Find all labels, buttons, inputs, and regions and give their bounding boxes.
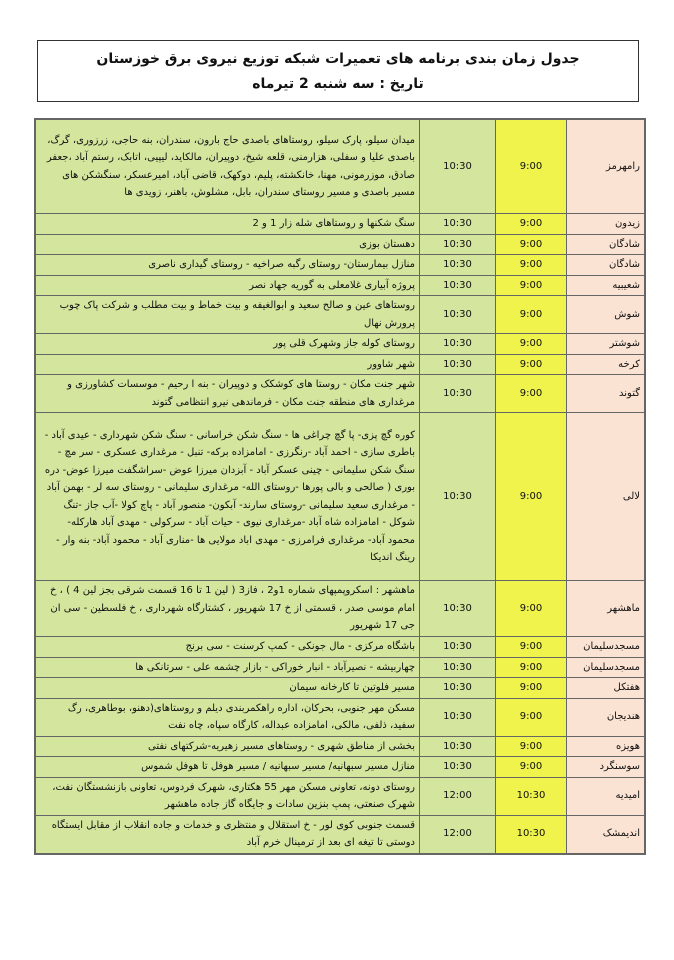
table-row [36, 255, 645, 276]
end-time-cell: 10:30 [420, 736, 496, 757]
start-time-cell: 9:00 [496, 214, 567, 235]
description-cell: منازل بیمارستان- روستای رگبه صراخیه - روستای گیداری ناصری [36, 255, 420, 276]
city-cell: سوسنگرد [567, 757, 645, 778]
end-time-cell: 10:30 [420, 678, 496, 699]
description-cell: منازل مسیر سبهانیه/ مسیر سبهانیه / مسیر هوفل تا هوفل شموس [36, 757, 420, 778]
start-time-cell: 9:00 [496, 637, 567, 658]
start-time-cell: 9:00 [496, 581, 567, 637]
city-cell: هندیجان [567, 698, 645, 736]
start-time-cell: 9:00 [496, 334, 567, 355]
table-row [36, 354, 645, 375]
city-cell: گتوند [567, 375, 645, 413]
city-cell: لالی [567, 413, 645, 581]
description-cell: پروژه آبیاری غلامعلی به گوریه جهاد نصر [36, 275, 420, 296]
description-cell: روستاهای عین و صالح سعید و ابوالغیفه و بیت خماط و بیت مطلب و شرکت پاک چوب پرورش نهال [36, 296, 420, 334]
description-cell: چهاربیشه - نصیرآباد - انبار خوراکی - بازار چشمه علی - سرتانکی ها [36, 657, 420, 678]
start-time-cell: 9:00 [496, 678, 567, 699]
start-time-cell: 9:00 [496, 375, 567, 413]
end-time-cell: 10:30 [420, 296, 496, 334]
end-time-cell: 10:30 [420, 214, 496, 235]
start-time-cell: 9:00 [496, 296, 567, 334]
table-row [36, 334, 645, 355]
city-cell: هفتکل [567, 678, 645, 699]
end-time-cell: 10:30 [420, 275, 496, 296]
table-row [36, 815, 645, 853]
end-time-cell: 10:30 [420, 234, 496, 255]
table-row [36, 736, 645, 757]
end-time-cell: 10:30 [420, 334, 496, 355]
end-time-cell: 10:30 [420, 354, 496, 375]
end-time-cell: 10:30 [420, 637, 496, 658]
city-cell: شادگان [567, 255, 645, 276]
description-cell: روستای کوله جاز وشهرک قلی پور [36, 334, 420, 355]
start-time-cell: 10:30 [496, 777, 567, 815]
description-cell: شهر شاوور [36, 354, 420, 375]
city-cell: رامهرمز [567, 120, 645, 214]
city-cell: زیدون [567, 214, 645, 235]
end-time-cell: 10:30 [420, 698, 496, 736]
table-row [36, 678, 645, 699]
table-row [36, 275, 645, 296]
start-time-cell: 9:00 [496, 736, 567, 757]
city-cell: شادگان [567, 234, 645, 255]
description-cell: روستای دونه، تعاونی مسکن مهر 55 هکتاری، شهرک فردوس، تعاونی بازنشستگان نفت، شهرک صنعتی، پمپ بنزین سادات و جایگاه گاز جاده ماهشهر [36, 777, 420, 815]
description-cell: مسیر فلوتین تا کارخانه سیمان [36, 678, 420, 699]
end-time-cell: 12:00 [420, 815, 496, 853]
city-cell: امیدیه [567, 777, 645, 815]
end-time-cell: 10:30 [420, 375, 496, 413]
city-cell: اندیمشک [567, 815, 645, 853]
end-time-cell: 10:30 [420, 657, 496, 678]
table-row [36, 777, 645, 815]
description-cell: قسمت جنوبی کوی لور - خ استقلال و منتظری و خدمات و جاده انقلاب از مقابل ایستگاه دوستی تا تیغه ای بعد از ترمینال خرم آباد [36, 815, 420, 853]
description-cell: سنگ شکنها و روستاهای شله زار 1 و 2 [36, 214, 420, 235]
end-time-cell: 10:30 [420, 255, 496, 276]
table-row [36, 637, 645, 658]
city-cell: مسجدسلیمان [567, 657, 645, 678]
start-time-cell: 9:00 [496, 354, 567, 375]
table-row [36, 296, 645, 334]
description-cell: مسکن مهر جنوبی، بحرکان، اداره راهکمربندی دیلم و روستاهای(دهنو، بوطاهری، رگ سفید، ذلفی، مالکی، امامزاده عبداله، کارگاه سپاه، چاه نفت [36, 698, 420, 736]
description-cell: میدان سیلو، پارک سیلو، روستاهای باصدی حاج بارون، سندران، بنه حاجی، زرزوری، گرگ، باصدی علیا و سفلی، هزارمنی، قلعه شیخ، دوپیران، مالکاید، لیپیی، اتابک، رستم آباد ،جعفر صادق، موزرمونی، مهنا، خانکشته، پلیم، دوکهک، قاضی آباد، امیرعسکر، سنگشکن های مسیر باصدی و مسیر روستای سندران، بابل، مشلوش، باهنر، زویدی ها [36, 120, 420, 214]
start-time-cell: 9:00 [496, 757, 567, 778]
table-row [36, 214, 645, 235]
city-cell: شوشتر [567, 334, 645, 355]
table-row [36, 757, 645, 778]
table-row [36, 657, 645, 678]
table-row [36, 375, 645, 413]
description-cell: بخشی از مناطق شهری - روستاهای مسیر زهیریه-شرکتهای نفتی [36, 736, 420, 757]
end-time-cell: 10:30 [420, 413, 496, 581]
description-cell: ماهشهر : اسکروپمپهای شماره 1و2 ، فاز3 ( لین 1 تا 16 قسمت شرقی بجز لین 4 ) ، خ امام موسی صدر ، قسمتی از خ 17 شهریور ، کشتارگاه شهرداری ، خ فلسطین - سی ان جی 17 شهریور [36, 581, 420, 637]
start-time-cell: 9:00 [496, 275, 567, 296]
start-time-cell: 9:00 [496, 234, 567, 255]
start-time-cell: 9:00 [496, 657, 567, 678]
description-cell: باشگاه مرکزی - مال جونکی - کمپ کرسنت - سی برنج [36, 637, 420, 658]
city-cell: کرخه [567, 354, 645, 375]
start-time-cell: 9:00 [496, 413, 567, 581]
city-cell: ماهشهر [567, 581, 645, 637]
end-time-cell: 10:30 [420, 581, 496, 637]
start-time-cell: 9:00 [496, 698, 567, 736]
description-cell: شهر جنت مکان - روستا های کوشکک و دوپیران - بنه ا رحیم - موسسات کشاورزی و مرغداری های منطقه جنت مکان - فرماندهی نیرو انتظامی گتوند [36, 375, 420, 413]
schedule-table [35, 119, 645, 854]
city-cell: شوش [567, 296, 645, 334]
city-cell: مسجدسلیمان [567, 637, 645, 658]
description-cell: کوره گچ پزی- پا گچ چراغی ها - سنگ شکن خراسانی - سنگ شکن شهرداری - عیدی آباد - باطری سازی - احمد آباد -رنگرزی - امامزاده برکه- تنبل - مرغداری عسکری - سر مچ - سنگ شکن سلیمانی - چینی عسکر آباد - آبزدان میرزا عوض -سراشگفت میرزا عوض- دره بوری ( صالحی و بالی پورها -روستای الله- مرغداری سلیمانی - روستای سه لر - بهمن آباد - مرغداری سعید سلیمانی -روستای سارند- آبکون- منصور آباد - پاچ کولا -آب جاز -تنگ شوکل - امامزاده شاه آباد -مرغداری نیوی - حیات آباد - سرکولی - مهدی آباد هارکله- محمود آباد- مرغداری فرامرزی - مهدی اباد مولایی ها -مناری آباد - محمود آباد- بنه وار - رینگ اندیکا [36, 413, 420, 581]
start-time-cell: 9:00 [496, 120, 567, 214]
city-cell: هویزه [567, 736, 645, 757]
table-row [36, 234, 645, 255]
start-time-cell: 10:30 [496, 815, 567, 853]
table-row [36, 413, 645, 581]
header-box [37, 40, 639, 102]
city-cell: شعیبیه [567, 275, 645, 296]
table-row [36, 120, 645, 214]
start-time-cell: 9:00 [496, 255, 567, 276]
table-row [36, 581, 645, 637]
date-line: تاریخ : سه شنبه 2 تیرماه [252, 76, 424, 92]
table-row [36, 698, 645, 736]
end-time-cell: 10:30 [420, 120, 496, 214]
description-cell: دهستان بوزی [36, 234, 420, 255]
end-time-cell: 12:00 [420, 777, 496, 815]
page-title: جدول زمان بندی برنامه های تعمیرات شبکه توزیع نیروی برق خوزستان [96, 51, 580, 67]
end-time-cell: 10:30 [420, 757, 496, 778]
